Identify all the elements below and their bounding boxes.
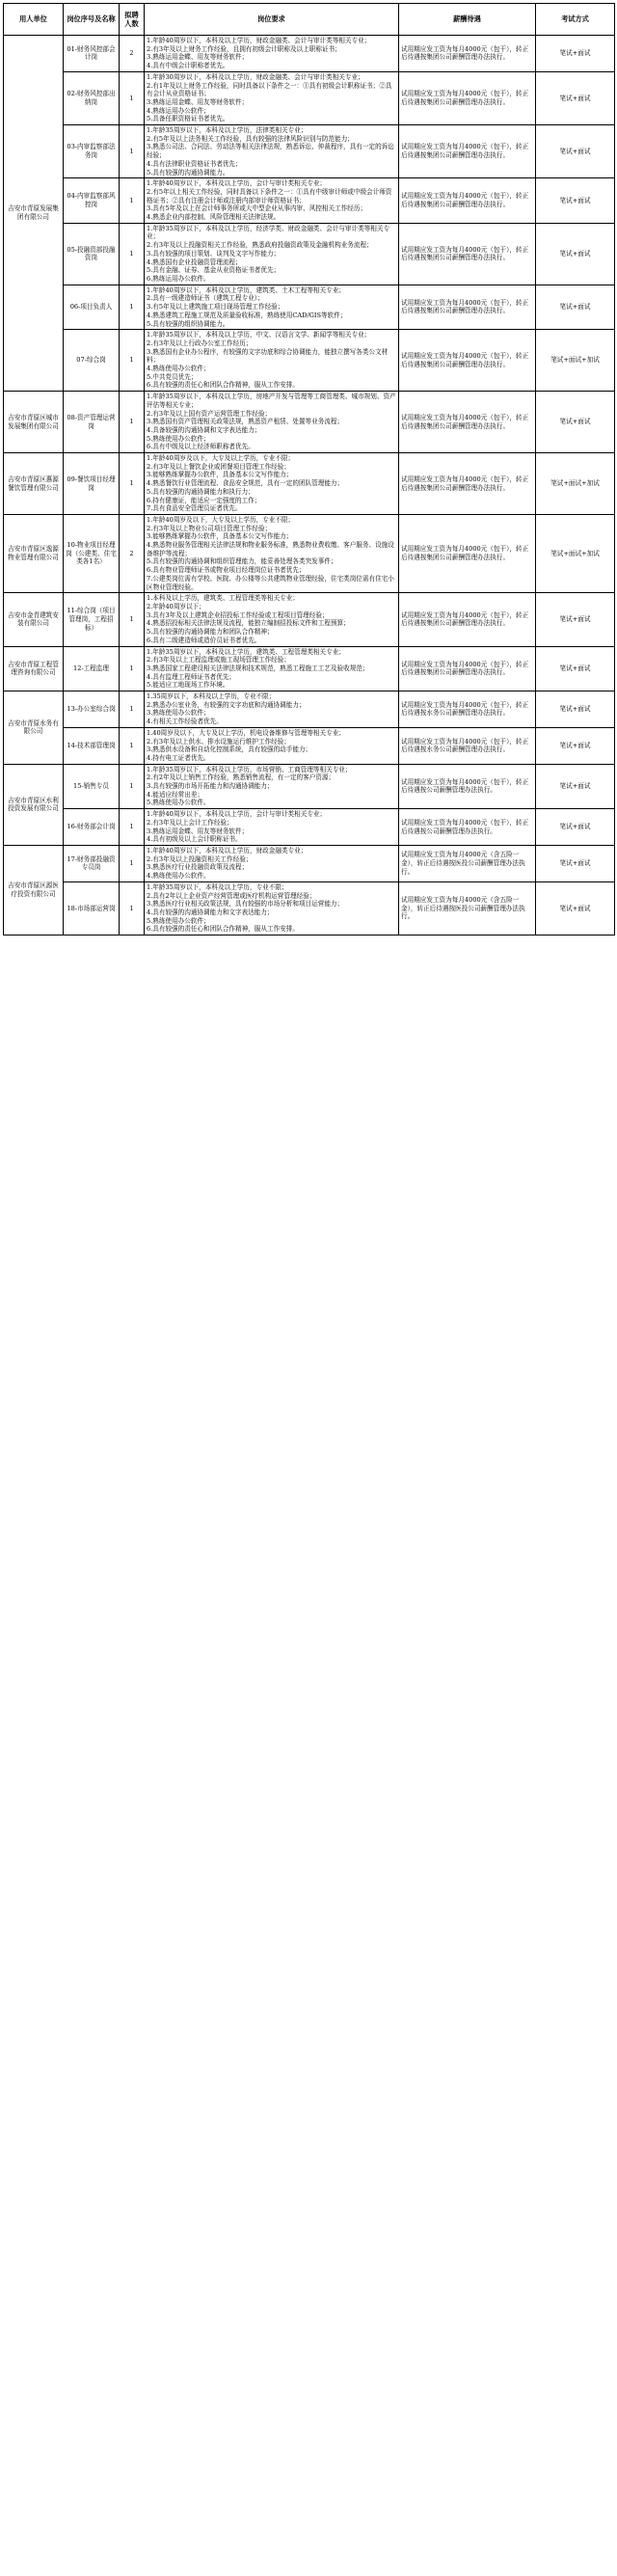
salary-cell: 试用期应发工资为每月4000元（包干），转正后待遇按集团公司薪酬管理办法执行。 [399, 514, 536, 592]
requirements-cell: 1.本科及以上学历，建筑类、工程管理类等相关专业； 2.年龄40周岁以下； 3.具有3年及以上建筑企业招投标工作经验或工程项目管理经验； 4.熟悉招投标相关法律法规及流程，能独立编制招投标文件和工程预算； 5.具有较强的沟通协调能力和团队合作精神； 6.具有二级建造师或造价员证书者优先。 [145, 593, 399, 646]
table-row [4, 392, 615, 453]
hire-count-cell: 1 [120, 125, 145, 178]
position-name-cell: 08-资产管理运营岗 [64, 392, 120, 453]
header-salary: 薪酬待遇 [399, 4, 536, 36]
table-row [4, 727, 615, 764]
salary-cell: 试用期应发工资为每月4000元（包干），转正后待遇按集团公司薪酬管理办法执行。 [399, 36, 536, 72]
hire-count-cell: 1 [120, 764, 145, 809]
position-name-cell: 09-餐饮项目经理岗 [64, 453, 120, 515]
exam-method-cell: 笔试+面试 [536, 691, 615, 728]
hire-count-cell: 1 [120, 71, 145, 124]
table-row [4, 691, 615, 728]
exam-method-cell: 笔试+面试 [536, 125, 615, 178]
header-count: 拟聘人数 [120, 4, 145, 36]
table-row [4, 764, 615, 809]
table-row [4, 285, 615, 330]
table-row [4, 71, 615, 124]
requirements-cell: 1.年龄35周岁以下，本科及以上学历，房地产开发与管理等工商管理类、城市规划、资产评估等相关专业； 2.有3年及以上国有资产运营管理工作经验； 3.熟悉国有资产管理相关政策法规，熟悉资产租赁、处置等业务流程； 4.具备较强的沟通协调和文字表达能力； 5.熟练使用办公软件； 6.具有中级及以上经济师职称者优先。 [145, 392, 399, 453]
salary-cell: 试用期应发工资为每月4000元（包干），转正后待遇按集团公司薪酬管理办法执行。 [399, 646, 536, 691]
requirements-cell: 1.年龄35周岁以下，本科及以上学历，专业不限； 2.具有2年以上企业资产经营管理或医疗机构运营管理经验； 3.熟悉医疗行业相关政策法规，具有较强的市场分析和项目运营能力； 4.具有较强的沟通协调能力和文字表达能力； 5.熟练使用办公软件； 6.具有较强的责任心和团队合作精神，服从工作安排。 [145, 881, 399, 935]
employer-unit-cell: 吉安市青原发展集团有限公司 [4, 36, 64, 392]
position-name-cell: 17-财务部投融资专员岗 [64, 845, 120, 881]
header-exam: 考试方式 [536, 4, 615, 36]
exam-method-cell: 笔试+面试 [536, 646, 615, 691]
requirements-cell: 1.40周岁及以下，大专及以上学历，机电设备维修与管理等相关专业； 2.有3年及以上供水、排水设施运行维护工作经验； 3.熟悉供水设备和自动化控制系统，具有较强的动手能力； 4.持有电工证者优先。 [145, 727, 399, 764]
position-name-cell: 12-工程监理 [64, 646, 120, 691]
exam-method-cell: 笔试+面试+加试 [536, 514, 615, 592]
hire-count-cell: 1 [120, 646, 145, 691]
requirements-cell: 1.年龄40周岁及以下，大专及以上学历，专业不限； 2.有3年及以上物业公司项目管理工作经验； 3.能够熟练掌握办公软件，具备基本公文写作能力； 4.熟悉物业服务管理相关法律法规和物业服务标准，熟悉物业费收缴、客户服务、设施设备维护等流程； 5.具有较强的沟通协调和组织管理能力，能妥善处理各类突发事件； 6.具有物业管理师证书或物业项目经理岗位证书者优先； 7.公建类岗位需有学校、医院、办公楼等公共建筑物业管理经验，住宅类岗位需有住宅小区物业管理经验。 [145, 514, 399, 592]
requirements-cell: 1.年龄40周岁以下，本科及以上学历，财政金融类专业； 2.有3年及以上投融资相关工作经验； 3.熟悉医疗行业投融资政策及流程； 4.熟练使用办公软件。 [145, 845, 399, 881]
position-name-cell: 03-内审监察部法务岗 [64, 125, 120, 178]
exam-method-cell: 笔试+面试+加试 [536, 330, 615, 392]
exam-method-cell: 笔试+面试 [536, 764, 615, 809]
hire-count-cell: 1 [120, 453, 145, 515]
header-unit: 用人单位 [4, 4, 64, 36]
position-name-cell: 10-物业项目经理岗（公建类、住宅类各1名） [64, 514, 120, 592]
hire-count-cell: 1 [120, 593, 145, 646]
hire-count-cell: 1 [120, 845, 145, 881]
position-name-cell: 06-项目负责人 [64, 285, 120, 330]
exam-method-cell: 笔试+面试 [536, 36, 615, 72]
hire-count-cell: 1 [120, 727, 145, 764]
position-name-cell: 16-财务部会计岗 [64, 809, 120, 846]
hire-count-cell: 1 [120, 881, 145, 935]
hire-count-cell: 2 [120, 514, 145, 592]
exam-method-cell: 笔试+面试 [536, 881, 615, 935]
employer-unit-cell: 吉安市金青建筑安装有限公司 [4, 593, 64, 646]
hire-count-cell: 1 [120, 691, 145, 728]
exam-method-cell: 笔试+面试 [536, 178, 615, 224]
requirements-cell: 1.年龄30周岁以下，本科及以上学历，财政金融类、会计与审计类相关专业； 2.有1年及以上财务工作经验，同时具备以下条件之一：①具有初级会计职称证书；②具有会计从业资格证书； 3.熟练运用金蝶、用友等财务软件； 4.熟练运用办公软件； 5.具备任职资格证书者优先。 [145, 71, 399, 124]
exam-method-cell: 笔试+面试 [536, 285, 615, 330]
position-name-cell: 15-销售专员 [64, 764, 120, 809]
employer-unit-cell: 吉安市青原工程管理咨询有限公司 [4, 646, 64, 691]
salary-cell: 试用期应发工资为每月4000元（包干），转正后待遇按水务公司薪酬管理办法执行。 [399, 691, 536, 728]
table-row [4, 36, 615, 72]
position-name-cell: 13-办公室综合岗 [64, 691, 120, 728]
salary-cell: 试用期应发工资为每月4000元（包干），转正后待遇按集团公司薪酬管理办法执行。 [399, 285, 536, 330]
table-row [4, 646, 615, 691]
salary-cell: 试用期应发工资为每月4000元（包干），转正后待遇按集团公司薪酬管理办法执行。 [399, 71, 536, 124]
employer-unit-cell: 吉安市青原水务有限公司 [4, 691, 64, 765]
employer-unit-cell: 吉安市青原区城市发展集团有限公司 [4, 392, 64, 453]
requirements-cell: 1.年龄40周岁以下，本科及以上学历，会计与审计类相关专业； 2.有3年及以上会计工作经验； 3.熟练运用金蝶、用友等财务软件； 4.具有初级及以上会计职称证书。 [145, 809, 399, 846]
position-name-cell: 02-财务风控部出纳岗 [64, 71, 120, 124]
requirements-cell: 1.35周岁以下，本科及以上学历，专业不限； 2.熟悉办公室业务，有较强的文字功底和沟通协调能力； 3.熟练使用办公软件； 4.有相关工作经验者优先。 [145, 691, 399, 728]
exam-method-cell: 笔试+面试 [536, 593, 615, 646]
employer-unit-cell: 吉安市青原区逸源物业管理有限公司 [4, 514, 64, 592]
salary-cell: 试用期应发工资为每月4000元（包干），转正后待遇按集团公司薪酬管理办法执行。 [399, 453, 536, 515]
table-row [4, 881, 615, 935]
salary-cell: 试用期应发工资为每月4000元（含五险一金），转正后待遇按医投公司薪酬管理办法执行。 [399, 881, 536, 935]
salary-cell: 试用期应发工资为每月4000元（包干），转正后待遇按集团公司薪酬管理办法执行。 [399, 178, 536, 224]
table-row [4, 809, 615, 846]
salary-cell: 试用期应发工资为每月4000元（包干），转正后待遇按集团公司薪酬管理办法执行。 [399, 125, 536, 178]
position-name-cell: 01-财务风控部会计岗 [64, 36, 120, 72]
employer-unit-cell: 吉安市青原区惠源餐饮管理有限公司 [4, 453, 64, 515]
requirements-cell: 1.年龄40周岁以下，本科及以上学历，财政金融类、会计与审计类等相关专业； 2.有3年及以上财务工作经验，且拥有初级会计职称及以上职称证书； 3.熟练运用金蝶、用友等财务软件； 4.具有中级会计职称者优先。 [145, 36, 399, 72]
exam-method-cell: 笔试+面试 [536, 71, 615, 124]
recruitment-table [3, 3, 615, 935]
hire-count-cell: 1 [120, 223, 145, 285]
hire-count-cell: 1 [120, 392, 145, 453]
exam-method-cell: 笔试+面试 [536, 223, 615, 285]
requirements-cell: 1.年龄40周岁及以下，大专及以上学历，专业不限； 2.有3年及以上餐饮企业或团餐项目管理工作经验； 3.能够熟练掌握办公软件，具备基本公文写作能力； 4.熟悉餐饮行业管理流程、食品安全规范，具有一定的团队管理能力； 5.具有较强的沟通协调能力和执行力； 6.持有健康证，能适应一定强度的工作； 7.具有食品安全管理员证者优先。 [145, 453, 399, 515]
hire-count-cell: 1 [120, 809, 145, 846]
table-row [4, 330, 615, 392]
hire-count-cell: 1 [120, 330, 145, 392]
requirements-cell: 1.年龄35周岁以下，本科及以上学历，中文、汉语言文学、新闻学等相关专业； 2.有3年及以上行政办公室工作经历； 3.熟悉国有企业办公程序，有较强的文字功底和综合协调能力，能独立撰写各类公文材料； 4.熟练使用办公软件； 5.中共党员优先； 6.具有较强的责任心和团队合作精神，服从工作安排。 [145, 330, 399, 392]
employer-unit-cell: 吉安市青原区源医疗投资有限公司 [4, 845, 64, 935]
requirements-cell: 1.年龄35周岁以下，本科及以上学历，法律类相关专业； 2.有5年及以上法务相关工作经验，具有较强的法律风险识别与防范能力； 3.熟悉公司法、合同法、劳动法等相关法律法规，熟悉诉讼、仲裁程序，具有一定的诉讼经验； 4.具有法律职业资格证书者优先； 5.具有较强的沟通协调能力。 [145, 125, 399, 178]
hire-count-cell: 1 [120, 178, 145, 224]
exam-method-cell: 笔试+面试 [536, 845, 615, 881]
table-row [4, 178, 615, 224]
requirements-cell: 1.年龄35周岁以下，本科及以上学历，经济学类、财政金融类、会计与审计类等相关专业； 2.有3年及以上投融资相关工作经验，熟悉政府投融资政策及金融机构业务流程； 3.具有较强的项目策划、谈判及文字写作能力； 4.熟悉国有企业投融资管理流程； 5.具有金融、证券、基金从业资格证书者优先； 6.熟练运用办公软件。 [145, 223, 399, 285]
salary-cell: 试用期应发工资为每月4000元（包干），转正后待遇按公司薪酬管理办法执行。 [399, 764, 536, 809]
table-row [4, 453, 615, 515]
table-body [4, 36, 615, 935]
position-name-cell: 14-技术部管理岗 [64, 727, 120, 764]
requirements-cell: 1.年龄35周岁以下，本科及以上学历，市场营销、工商管理等相关专业； 2.有2年及以上销售工作经验，熟悉销售流程，有一定的客户资源； 3.具有较强的市场开拓能力和沟通协调能力； 4.能适应经常出差； 5.熟练使用办公软件。 [145, 764, 399, 809]
hire-count-cell: 1 [120, 285, 145, 330]
exam-method-cell: 笔试+面试 [536, 809, 615, 846]
position-name-cell: 07-综合岗 [64, 330, 120, 392]
salary-cell: 试用期应发工资为每月4000元（含五险一金），转正后待遇按医投公司薪酬管理办法执行。 [399, 845, 536, 881]
position-name-cell: 11-综合岗（项目管理岗，工程招标） [64, 593, 120, 646]
table-row [4, 223, 615, 285]
salary-cell: 试用期应发工资为每月4000元（包干），转正后待遇按集团公司薪酬管理办法执行。 [399, 223, 536, 285]
position-name-cell: 04-内审监察部风控岗 [64, 178, 120, 224]
exam-method-cell: 笔试+面试 [536, 727, 615, 764]
header-requirements: 岗位要求 [145, 4, 399, 36]
table-header-row [4, 4, 615, 36]
salary-cell: 试用期应发工资为每月4000元（包干），转正后待遇按公司薪酬管理办法执行。 [399, 809, 536, 846]
table-row [4, 845, 615, 881]
salary-cell: 试用期应发工资为每月4000元（包干），转正后待遇按集团公司薪酬管理办法执行。 [399, 392, 536, 453]
salary-cell: 试用期应发工资为每月4000元（包干），转正后待遇按集团公司薪酬管理办法执行。 [399, 593, 536, 646]
table-row [4, 593, 615, 646]
position-name-cell: 05-投融资部投融资岗 [64, 223, 120, 285]
exam-method-cell: 笔试+面试+加试 [536, 453, 615, 515]
table-row [4, 514, 615, 592]
requirements-cell: 1.年龄40周岁以下，本科及以上学历，会计与审计类相关专业； 2.有5年以上相关工作经验，同时具备以下条件之一：①具有中级审计师或中级会计师资格证书；②具有注册会计师或注册内部审计师资格证书； 3.具有5年及以上在会计师事务所或大中型企业从事内审、风控相关工作经历； 4.熟悉企业内部控制、风险管理相关法律法规。 [145, 178, 399, 224]
salary-cell: 试用期应发工资为每月4000元（包干），转正后待遇按水务公司薪酬管理办法执行。 [399, 727, 536, 764]
salary-cell: 试用期应发工资为每月4000元（包干），转正后待遇按集团公司薪酬管理办法执行。 [399, 330, 536, 392]
hire-count-cell: 2 [120, 36, 145, 72]
employer-unit-cell: 吉安市青原区水利投资发展有限公司 [4, 764, 64, 845]
requirements-cell: 1.年龄35周岁以下，本科及以上学历，建筑类、工程管理类相关专业； 2.有3年及以上工程监理或施工现场管理工作经验； 3.熟悉国家工程建设相关法律法规和技术规范，熟悉工程施工工艺及验收规范； 4.具有监理工程师证书者优先； 5.能适应工地现场工作环境。 [145, 646, 399, 691]
header-position: 岗位序号及名称 [64, 4, 120, 36]
table-row [4, 125, 615, 178]
exam-method-cell: 笔试+面试 [536, 392, 615, 453]
requirements-cell: 1.年龄40周岁以下，本科及以上学历，建筑类、土木工程等相关专业； 2.具有一级建造师证书（建筑工程专业）； 3.有5年及以上建筑施工项目现场管理工作经验； 4.熟悉建筑工程施工规范及质量验收标准，熟练使用CAD/GIS等软件； 5.具有较强的组织协调能力。 [145, 285, 399, 330]
position-name-cell: 18-市场部运营岗 [64, 881, 120, 935]
